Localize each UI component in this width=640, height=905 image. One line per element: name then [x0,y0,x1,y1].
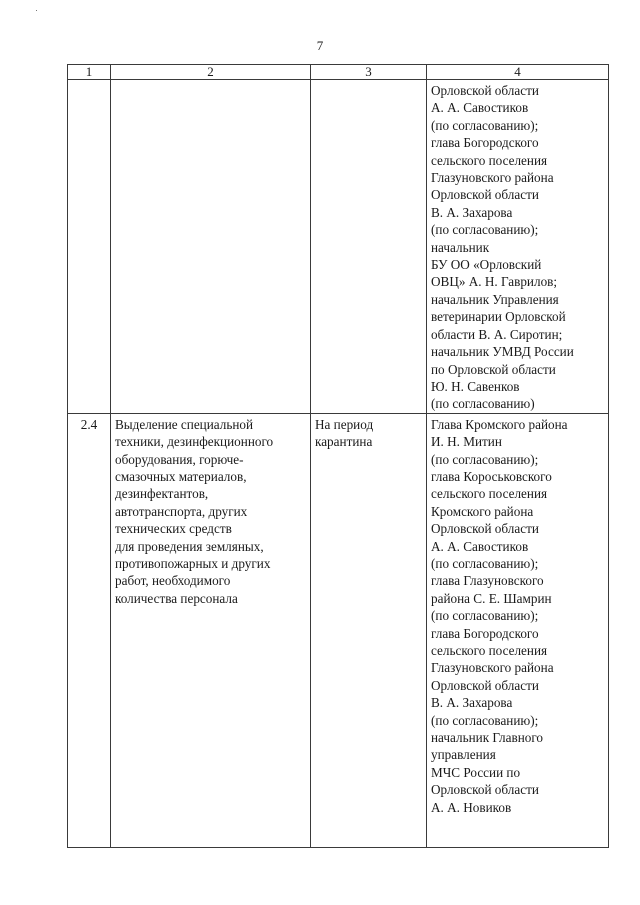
responsible-cell [427,80,609,414]
text-line: сельского поселения [431,643,548,658]
period-cell [311,80,427,414]
text-line: начальник [431,239,490,255]
text-line: технических средств [115,521,232,537]
text-line: (по согласованию); [431,555,539,571]
text-line: по Орловской области [431,361,556,377]
text-line: На период [315,416,374,432]
text-line: области В. А. Сиротин; [431,326,563,342]
text-line: для проведения земляных, [115,538,264,554]
row-number: 2.4 [68,413,111,847]
text-line: МЧС России по [431,764,521,780]
column-header-2: 2 [111,65,311,80]
text-line: (по согласованию); [431,608,539,624]
text-line: В. А. Захарова [431,695,513,711]
text-line: (по согласованию); [431,222,539,238]
table-row [68,413,609,847]
text-line: автотранспорта, других [115,503,248,519]
header-row [68,65,609,80]
text-line: управления [431,747,496,763]
text-line: противопожарных и других [115,555,271,571]
column-header-4: 4 [427,65,609,80]
text-line: БУ ОО «Орловский [431,257,542,273]
text-line: Орловской области [431,782,539,798]
text-line: карантина [315,434,373,450]
text-line: техники, дезинфекционного [115,434,274,450]
text-line: количества персонала [115,590,238,606]
text-line: работ, необходимого [115,573,231,589]
text-line: района С. Е. Шамрин [431,590,552,606]
text-line: оборудования, горюче- [115,451,244,467]
text-line: А. А. Савостиков [431,100,529,116]
text-line: дезинфектантов, [115,486,209,502]
text-line: начальник Главного [431,730,544,746]
text-line: И. Н. Митин [431,434,502,450]
text-line: Кромского района [431,503,534,519]
row-number [68,80,111,414]
text-line: глава Короськовского [431,468,552,484]
text-line: глава Богородского [431,135,539,151]
text-line: глава Глазуновского [431,573,544,589]
text-line: Выделение специальной [115,416,254,432]
column-header-1: 1 [68,65,111,80]
text-line: сельского поселения [431,486,548,502]
text-line: Ю. Н. Савенков [431,378,520,394]
scan-speck [36,10,37,11]
responsible-cell [427,413,609,847]
text-line: ветеринарии Орловской [431,309,566,325]
text-line: глава Богородского [431,625,539,641]
text-line: (по согласованию); [431,712,539,728]
text-line: ОВЦ» А. Н. Гаврилов; [431,274,558,290]
text-line: В. А. Захарова [431,204,513,220]
text-line: Орловской области [431,677,539,693]
text-line: смазочных материалов, [115,468,247,484]
text-line: Орловской области [431,521,539,537]
text-line: начальник Управления [431,291,559,307]
measure-cell [111,413,311,847]
table-row [68,80,609,414]
text-line: Глава Кромского района [431,416,568,432]
text-line: (по согласованию); [431,451,539,467]
text-line: сельского поселения [431,152,548,168]
text-line: начальник УМВД России [431,344,574,360]
text-line: А. А. Новиков [431,799,512,815]
text-line: Орловской области [431,187,539,203]
text-line: (по согласованию) [431,396,535,412]
text-line: Глазуновского района [431,170,554,186]
text-line: Глазуновского района [431,660,554,676]
measure-cell [111,80,311,414]
text-line: Орловской области [431,83,539,98]
text-line: А. А. Савостиков [431,538,529,554]
text-line: (по согласованию); [431,117,539,133]
column-header-3: 3 [311,65,427,80]
period-cell [311,413,427,847]
measures-table [67,64,609,848]
page-number: 7 [316,38,324,53]
